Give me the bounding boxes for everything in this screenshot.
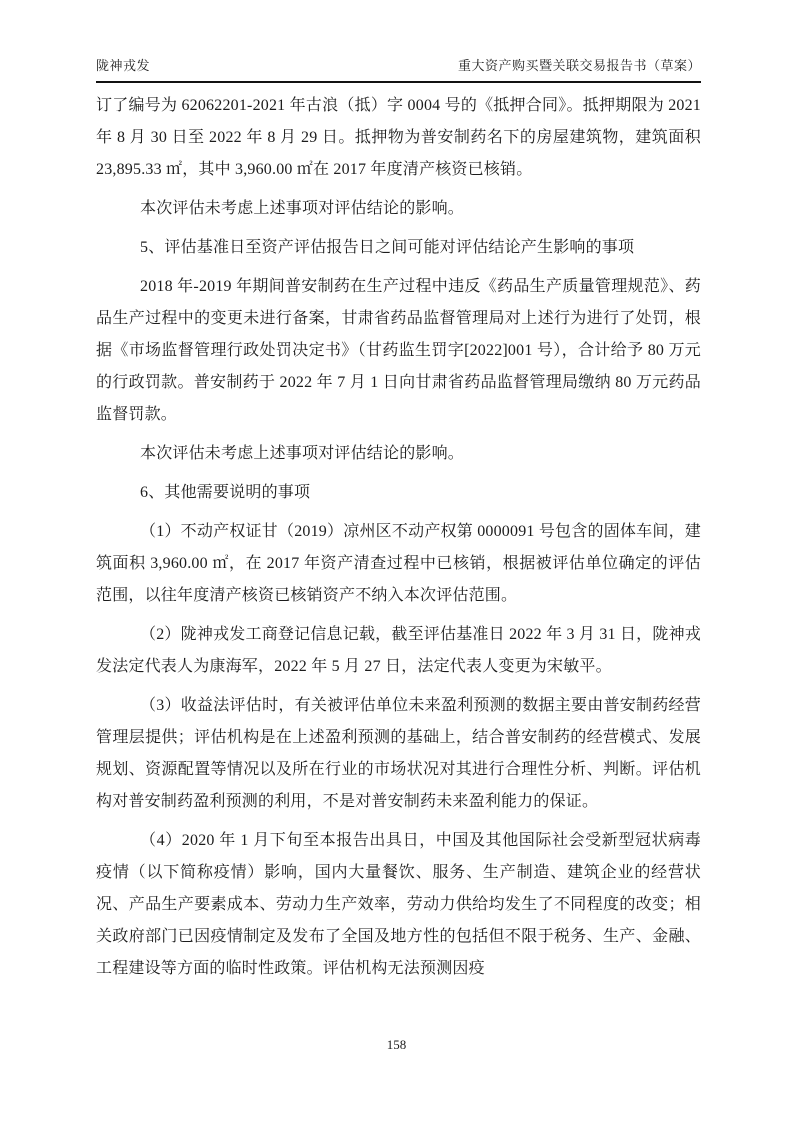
paragraph: （2）陇神戎发工商登记信息记载，截至评估基准日 2022 年 3 月 31 日，陇神戎发法定代表人为康海军，2022 年 5 月 27 日，法定代表人变更为宋敏平。 <box>96 626 701 675</box>
paragraph: 本次评估未考虑上述事项对评估结论的影响。 <box>140 200 465 217</box>
document-body <box>96 90 701 992</box>
paragraph: 本次评估未考虑上述事项对评估结论的影响。 <box>140 445 465 462</box>
paragraph: 6、其他需要说明的事项 <box>140 484 311 501</box>
page-number: 158 <box>386 1037 407 1052</box>
page-header <box>96 56 701 83</box>
paragraph: 5、评估基准日至资产评估报告日之间可能对评估结论产生影响的事项 <box>140 239 635 256</box>
paragraph: （1）不动产权证甘（2019）凉州区不动产权第 0000091 号包含的固体车间，建筑面积 3,960.00 ㎡，在 2017 年资产清查过程中已核销，根据被评估单位确定的评估范围，以往年度清产核资已核销资产不纳入本次评估范围。 <box>96 523 701 604</box>
header-company-name: 陇神戎发 <box>96 58 151 73</box>
page-footer <box>0 1036 793 1054</box>
paragraph: 订了编号为 62062201-2021 年古浪（抵）字 0004 号的《抵押合同》。抵押期限为 2021 年 8 月 30 日至 2022 年 8 月 29 日。抵押物为普安制药名下的房屋建筑物，建筑面积 23,895.33 ㎡，其中 3,960.00 ㎡在 2017 年度清产核资已核销。 <box>96 97 701 178</box>
paragraph: 2018 年-2019 年期间普安制药在生产过程中违反《药品生产质量管理规范》、药品生产过程中的变更未进行备案，甘肃省药品监督管理局对上述行为进行了处罚，根据《市场监督管理行政处罚决定书》（甘药监生罚字[2022]001 号），合计给予 80 万元的行政罚款。普安制药于 2022 年 7 月 1 日向甘肃省药品监督管理局缴纳 80 万元药品监督罚款。 <box>96 278 701 423</box>
paragraph: （4）2020 年 1 月下旬至本报告出具日，中国及其他国际社会受新型冠状病毒疫情（以下简称疫情）影响，国内大量餐饮、服务、生产制造、建筑企业的经营状况、产品生产要素成本、劳动力生产效率，劳动力供给均发生了不同程度的改变；相关政府部门已因疫情制定及发布了全国及地方性的包括但不限于税务、生产、金融、工程建设等方面的临时性政策。评估机构无法预测因疫 <box>96 832 701 977</box>
header-report-title: 重大资产购买暨关联交易报告书（草案） <box>457 58 701 73</box>
paragraph: （3）收益法评估时，有关被评估单位未来盈利预测的数据主要由普安制药经营管理层提供；评估机构是在上述盈利预测的基础上，结合普安制药的经营模式、发展规划、资源配置等情况以及所在行业的市场状况对其进行合理性分析、判断。评估机构对普安制药盈利预测的利用，不是对普安制药未来盈利能力的保证。 <box>96 697 701 810</box>
